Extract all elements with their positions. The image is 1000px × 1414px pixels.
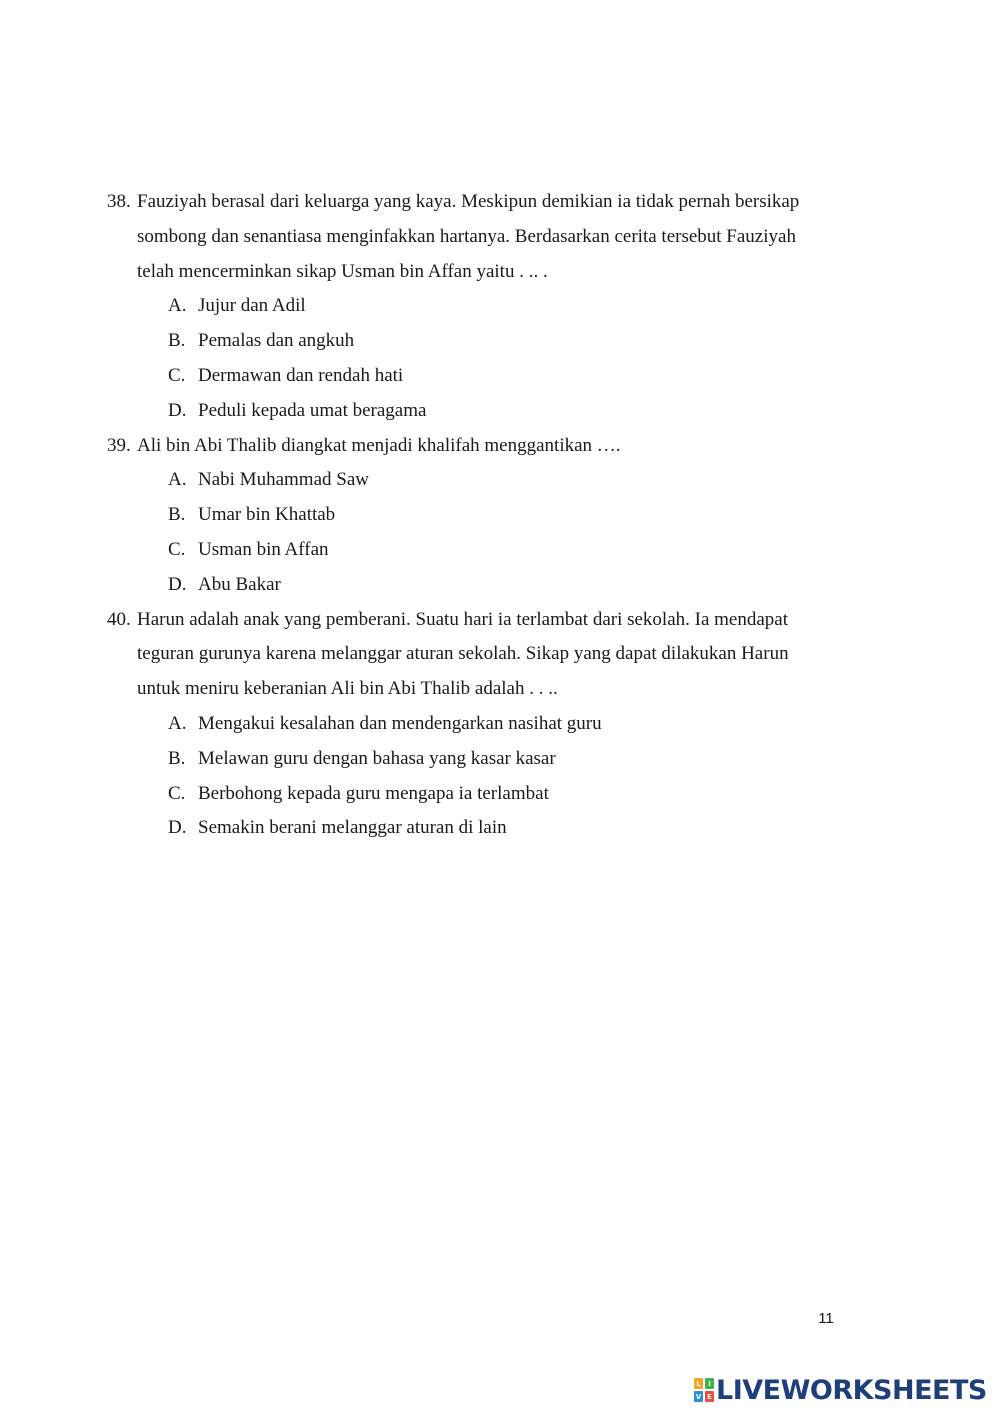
question-stem-line: sombong dan senantiasa menginfakkan hartanya. Berdasarkan cerita tersebut Fauziyah — [137, 225, 796, 247]
option-text: Mengakui kesalahan dan mendengarkan nasihat guru — [198, 712, 602, 734]
liveworksheets-wordmark: LIVEWORKSHEETS — [716, 1374, 987, 1406]
option-text: Nabi Muhammad Saw — [198, 469, 369, 491]
option-text: Jujur dan Adil — [198, 295, 306, 317]
liveworksheets-logo — [694, 1374, 987, 1406]
option-letter: D. — [168, 399, 187, 421]
option-d — [107, 394, 847, 429]
option-b — [107, 742, 847, 777]
option-text: Semakin berani melanggar aturan di lain — [198, 817, 507, 839]
option-c — [107, 777, 847, 812]
logo-mark-letter: I — [705, 1378, 714, 1389]
option-letter: C. — [168, 538, 186, 560]
question-stem-line — [107, 185, 847, 220]
option-letter: C. — [168, 782, 186, 804]
option-letter: B. — [168, 330, 186, 352]
option-c — [107, 359, 847, 394]
option-letter: D. — [168, 817, 187, 839]
option-a — [107, 463, 847, 498]
option-a — [107, 289, 847, 324]
option-text: Pemalas dan angkuh — [198, 330, 355, 352]
option-text: Umar bin Khattab — [198, 504, 336, 526]
question-stem-line — [107, 429, 847, 464]
option-text: Usman bin Affan — [198, 538, 329, 560]
question-stem-line: telah mencerminkan sikap Usman bin Affan yaitu . .. . — [137, 260, 548, 282]
question-text: Ali bin Abi Thalib diangkat menjadi khalifah menggantikan …. — [137, 434, 621, 456]
question-stem-line: untuk meniru keberanian Ali bin Abi Thalib adalah . . .. — [137, 678, 558, 700]
option-text: Berbohong kepada guru mengapa ia terlambat — [198, 782, 549, 804]
option-b — [107, 324, 847, 359]
option-text: Dermawan dan rendah hati — [198, 364, 404, 386]
question-stem-line: teguran gurunya karena melanggar aturan sekolah. Sikap yang dapat dilakukan Harun — [137, 643, 789, 665]
question-40 — [107, 603, 847, 847]
liveworksheets-logo-icon — [694, 1378, 714, 1402]
option-text: Abu Bakar — [198, 573, 281, 595]
option-letter: A. — [168, 469, 187, 491]
option-letter: B. — [168, 504, 186, 526]
question-text: Fauziyah berasal dari keluarga yang kaya. Meskipun demikian ia tidak pernah bersikap — [137, 191, 800, 212]
option-d — [107, 568, 847, 603]
option-letter: D. — [168, 573, 187, 595]
option-b — [107, 498, 847, 533]
option-text: Melawan guru dengan bahasa yang kasar kasar — [198, 747, 556, 769]
page-number: 11 — [818, 1310, 834, 1327]
option-d — [107, 811, 847, 846]
question-39 — [107, 429, 847, 603]
option-letter: A. — [168, 295, 187, 317]
option-text: Peduli kepada umat beragama — [198, 399, 427, 421]
logo-mark-letter: L — [694, 1378, 703, 1389]
option-a — [107, 707, 847, 742]
question-text: Harun adalah anak yang pemberani. Suatu hari ia terlambat dari sekolah. Ia mendapat — [137, 608, 789, 630]
option-letter: B. — [168, 747, 186, 769]
question-number: 38. — [107, 191, 131, 212]
option-letter: A. — [168, 712, 187, 734]
logo-mark-letter: E — [705, 1391, 714, 1402]
logo-mark-letter: V — [695, 1392, 702, 1401]
question-38 — [107, 185, 847, 429]
question-number: 39. — [107, 434, 131, 456]
option-letter: C. — [168, 364, 186, 386]
question-stem-line — [107, 603, 847, 638]
option-c — [107, 533, 847, 568]
question-number: 40. — [107, 608, 131, 630]
